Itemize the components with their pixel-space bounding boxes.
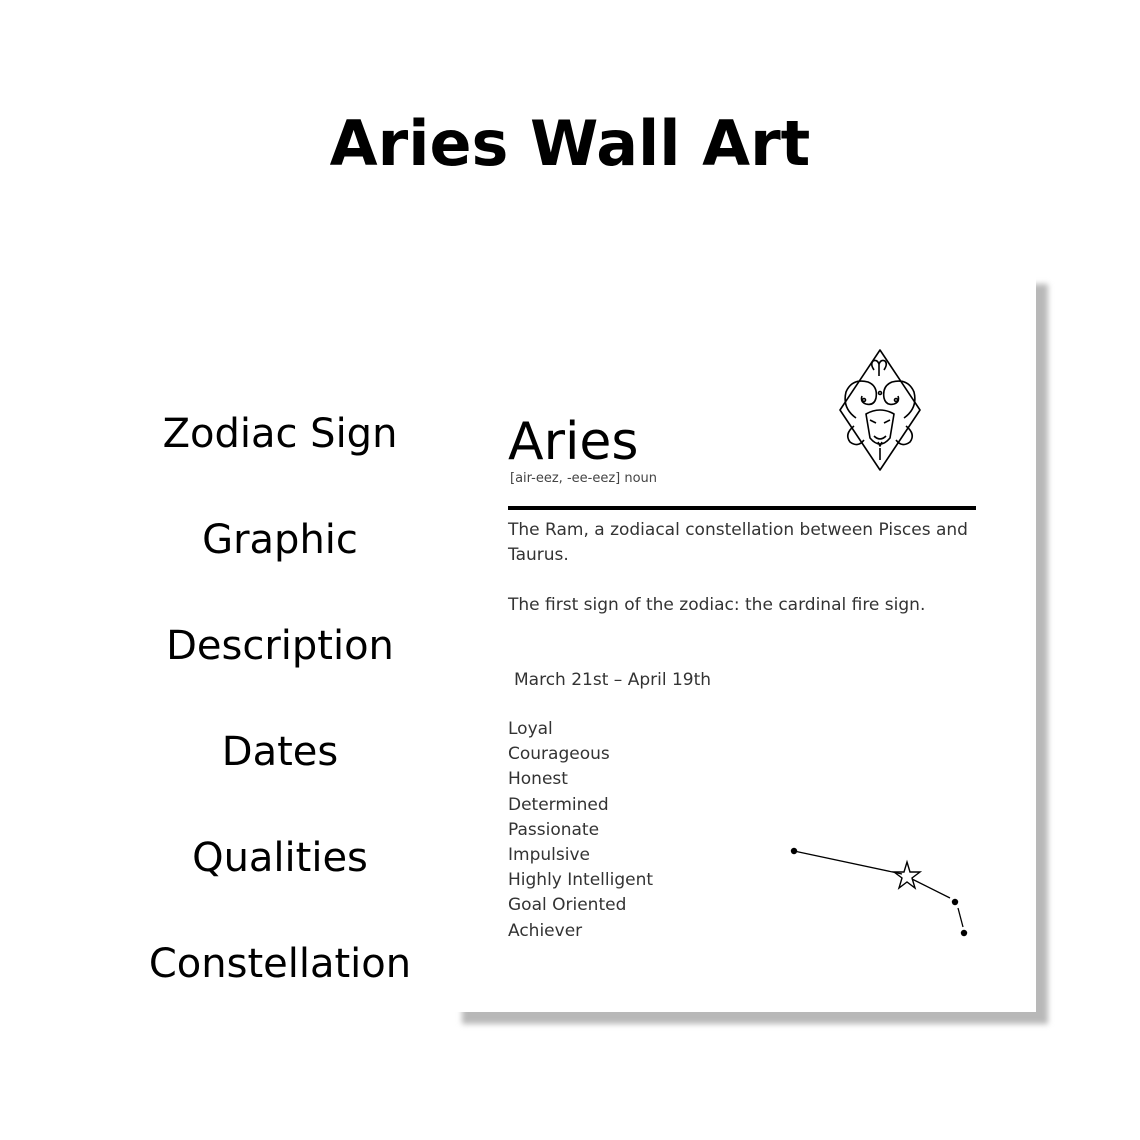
quality-item: Loyal [508, 719, 553, 739]
quality-item: Honest [508, 769, 568, 790]
word-title: Aries [508, 412, 639, 472]
quality-item: Goal Oriented [508, 895, 627, 916]
quality-item: Courageous [508, 744, 610, 765]
art-print [454, 276, 1036, 1012]
quality-item: Passionate [508, 819, 600, 840]
feature-constellation: Constellation [148, 941, 412, 987]
feature-zodiac-sign: Zodiac Sign [162, 411, 398, 457]
page-title: Aries Wall Art [329, 107, 811, 180]
quality-item: Determined [508, 794, 609, 815]
quality-item: Impulsive [508, 845, 590, 866]
feature-description: Description [166, 623, 394, 669]
feature-dates: Dates [221, 729, 339, 775]
quality-item: Highly Intelligent [508, 870, 654, 891]
description-2: The first sign of the zodiac: the cardinal fire sign. [508, 595, 926, 615]
description-1: The Ram, a zodiacal constellation between Pisces and Taurus. [508, 520, 968, 565]
quality-item: Achiever [508, 920, 583, 941]
pronunciation: [air-eez, -ee-eez] noun [510, 471, 658, 486]
feature-graphic: Graphic [202, 517, 358, 563]
divider [508, 506, 976, 510]
qualities-list [508, 717, 653, 944]
ram-head-diamond-icon [838, 348, 922, 472]
aries-constellation-icon [784, 841, 974, 941]
feature-qualities: Qualities [192, 835, 368, 881]
dates: March 21st – April 19th [514, 670, 712, 690]
